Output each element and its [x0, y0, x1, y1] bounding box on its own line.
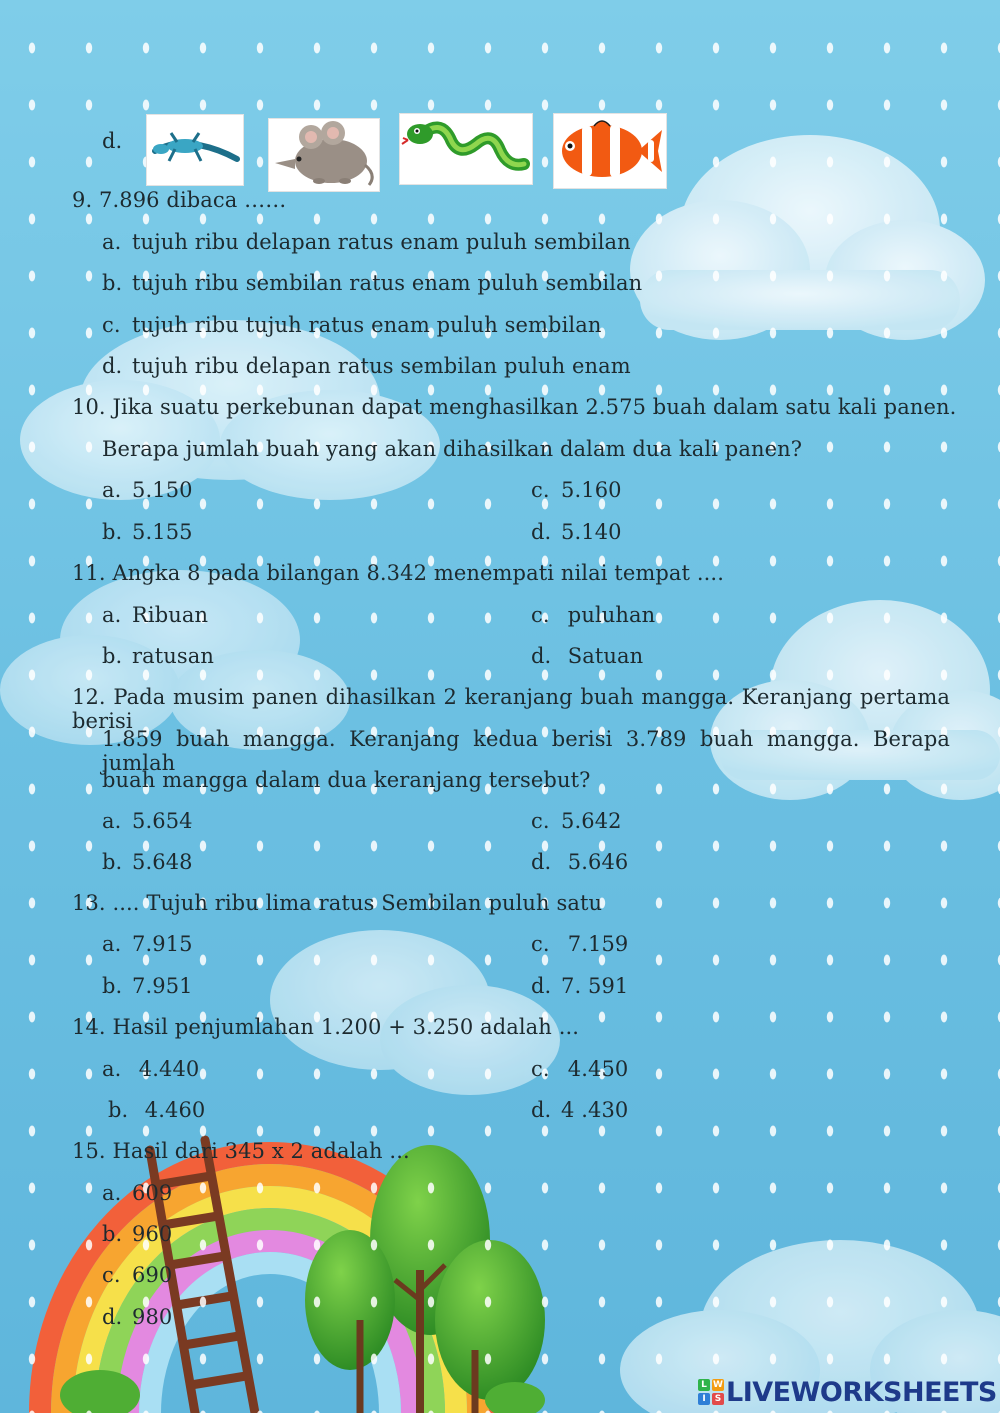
q14-text: 14. Hasil penjumlahan 1.200 + 3.250 adalah ...	[72, 1015, 580, 1039]
q10-text-line1: 10. Jika suatu perkebunan dapat menghasilkan 2.575 buah dalam satu kali panen.	[72, 395, 957, 419]
q11-option-d[interactable]: d. Satuan	[531, 644, 644, 668]
q15-option-c[interactable]: c. 690	[102, 1263, 173, 1287]
q13-option-a[interactable]: a. 7.915	[102, 932, 193, 956]
snake-icon	[400, 114, 532, 184]
liveworksheets-logo[interactable]	[698, 1376, 997, 1408]
q12-option-b[interactable]: b. 5.648	[102, 850, 193, 874]
q10-option-c[interactable]: c. 5.160	[531, 478, 622, 502]
q9-option-b[interactable]: b. tujuh ribu sembilan ratus enam puluh sembilan	[102, 271, 643, 295]
q10-text-line2: Berapa jumlah buah yang akan dihasilkan dalam dua kali panen?	[102, 437, 803, 461]
q13-option-b[interactable]: b. 7.951	[102, 974, 193, 998]
q10-option-a[interactable]: a. 5.150	[102, 478, 193, 502]
q13-option-d[interactable]: d. 7. 591	[531, 974, 629, 998]
q8-option-d-letter: d.	[102, 129, 123, 153]
q13-option-c[interactable]: c. 7.159	[531, 932, 629, 956]
clownfish-icon	[554, 114, 666, 188]
q9-text: 9. 7.896 dibaca ……	[72, 188, 287, 212]
q8-image-lizard[interactable]	[146, 114, 244, 186]
q9-option-d[interactable]: d. tujuh ribu delapan ratus sembilan puluh enam	[102, 354, 631, 378]
q9-option-c[interactable]: c. tujuh ribu tujuh ratus enam puluh sembilan	[102, 313, 602, 337]
q11-text: 11. Angka 8 pada bilangan 8.342 menempati nilai tempat ....	[72, 561, 724, 585]
q15-option-b[interactable]: b. 960	[102, 1222, 173, 1246]
lizard-icon	[147, 115, 243, 185]
q11-option-b[interactable]: b. ratusan	[102, 644, 215, 668]
q12-option-c[interactable]: c. 5.642	[531, 809, 622, 833]
liveworksheets-logo-icon: L W I S	[698, 1379, 724, 1405]
q8-image-snake[interactable]	[399, 113, 533, 185]
q13-text: 13. .... Tujuh ribu lima ratus Sembilan puluh satu	[72, 891, 603, 915]
q14-option-c[interactable]: c. 4.450	[531, 1057, 629, 1081]
q8-image-mouse[interactable]	[268, 118, 380, 192]
q15-option-a[interactable]: a. 609	[102, 1181, 173, 1205]
q15-text: 15. Hasil dari 345 x 2 adalah ...	[72, 1139, 410, 1163]
q14-option-a[interactable]: a. 4.440	[102, 1057, 200, 1081]
q14-option-b[interactable]: b. 4.460	[108, 1098, 206, 1122]
q12-text-line3: buah mangga dalam dua keranjang tersebut?	[102, 768, 591, 792]
q15-option-d[interactable]: d. 980	[102, 1305, 173, 1329]
liveworksheets-logo-text: LIVEWORKSHEETS	[726, 1376, 997, 1408]
q12-option-d[interactable]: d. 5.646	[531, 850, 629, 874]
q9-option-a[interactable]: a. tujuh ribu delapan ratus enam puluh sembilan	[102, 230, 631, 254]
q11-option-c[interactable]: c. puluhan	[531, 603, 656, 627]
q10-option-b[interactable]: b. 5.155	[102, 520, 193, 544]
mouse-icon	[269, 119, 379, 191]
q14-option-d[interactable]: d. 4 .430	[531, 1098, 629, 1122]
q11-option-a[interactable]: a. Ribuan	[102, 603, 209, 627]
q12-option-a[interactable]: a. 5.654	[102, 809, 193, 833]
q12-text-line2: 1.859 buah mangga. Keranjang kedua berisi 3.789 buah mangga. Berapa jumlah	[102, 727, 950, 775]
q10-option-d[interactable]: d. 5.140	[531, 520, 622, 544]
q12-text-line1: 12. Pada musim panen dihasilkan 2 keranjang buah mangga. Keranjang pertama berisi	[72, 685, 950, 733]
q8-image-clownfish[interactable]	[553, 113, 667, 189]
